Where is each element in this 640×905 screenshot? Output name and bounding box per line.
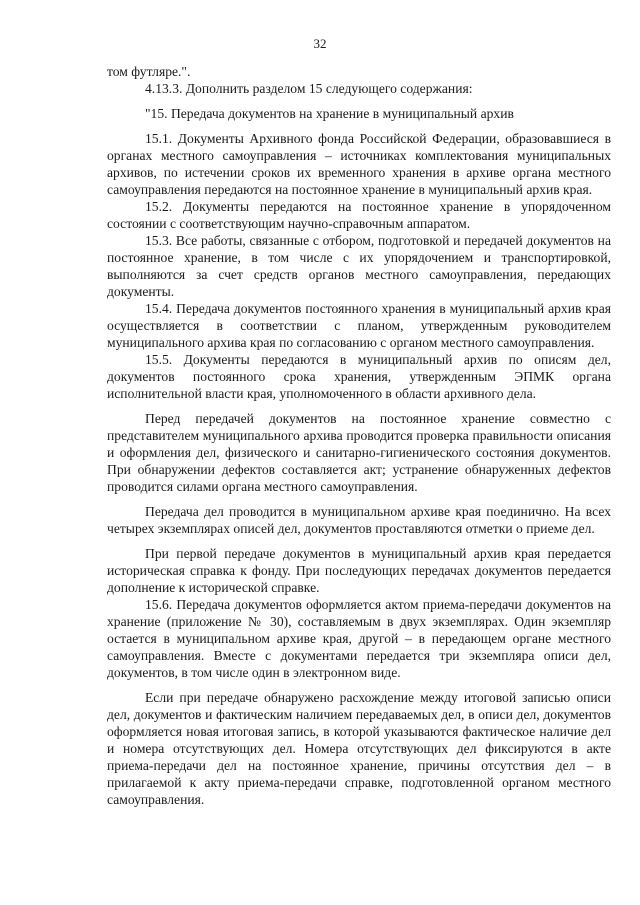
paragraph-continuation: том футляре.". — [107, 64, 191, 79]
paragraph-15-3: 15.3. Все работы, связанные с отбором, подготовкой и передачей документов на постоянное хранение, в том числе с их упорядочением и транспортировкой, выполняются за счет средств органов местного самоуправления, передающих документы. — [107, 233, 611, 299]
page-number: 32 — [313, 36, 327, 51]
paragraph-discrepancy: Если при передаче обнаружено расхождение между итоговой записью описи дел, документов и фактическим наличием передаваемых дел, в описи дел, документов оформляется новая итоговая запись, в которой указываются фактическое наличие дел и номера отсутствующих дел. Номера отсутствующих дел фиксируются в акте приема-передачи дел на постоянное хранение, причины отсутствия дел – в прилагаемой к акту приема-передачи справке, подготовленной органом местного самоуправления. — [107, 690, 611, 807]
paragraph-verification: Перед передачей документов на постоянное хранение совместно с представителем муниципального архива проводится проверка правильности описания и оформления дел, физического и санитарно-гигиенического состояния документов. При обнаружении дефектов составляется акт; устранение обнаруженных дефектов проводится силами органа местного самоуправления. — [107, 411, 611, 494]
paragraph-15-5: 15.5. Документы передаются в муниципальный архив по описям дел, документов постоянного срока хранения, утвержденным ЭПМК органа исполнительной власти края, уполномоченного в области архивного дела. — [107, 352, 611, 401]
paragraph-15-1: 15.1. Документы Архивного фонда Российской Федерации, образовавшиеся в органах местного самоуправления – источниках комплектования муниципальных архивов, по истечении сроков их временного хранения в архиве органа местного самоуправления передаются на постоянное хранение в муниципальный архив края. — [107, 131, 611, 197]
paragraph-15-4: 15.4. Передача документов постоянного хранения в муниципальный архив края осуществляется в соответствии с планом, утвержденным руководителем муниципального архива края по согласованию с органом местного самоуправления. — [107, 301, 611, 350]
paragraph-15-6: 15.6. Передача документов оформляется актом приема-передачи документов на хранение (приложение № 30), составляемым в двух экземплярах. Один экземпляр остается в муниципальном архиве края, другой – в передающем органе местного самоуправления. Вместе с документами передается три экземпляра описи дел, документов, в том числе один в электронном виде. — [107, 597, 611, 680]
paragraph-15-2: 15.2. Документы передаются на постоянное хранение в упорядоченном состоянии с соответствующим научно-справочным аппаратом. — [107, 199, 611, 231]
document-body — [107, 63, 611, 808]
section-heading: "15. Передача документов на хранение в муниципальный архив — [145, 106, 514, 121]
paragraph-historical-note: При первой передаче документов в муниципальный архив края передается историческая справка к фонду. При последующих передачах документов передается дополнение к исторической справке. — [107, 546, 611, 595]
paragraph-transfer: Передача дел проводится в муниципальном архиве края поединично. На всех четырех экземплярах описей дел, документов проставляются отметки о приеме дел. — [107, 504, 611, 536]
paragraph-amendment: 4.13.3. Дополнить разделом 15 следующего содержания: — [145, 81, 473, 96]
